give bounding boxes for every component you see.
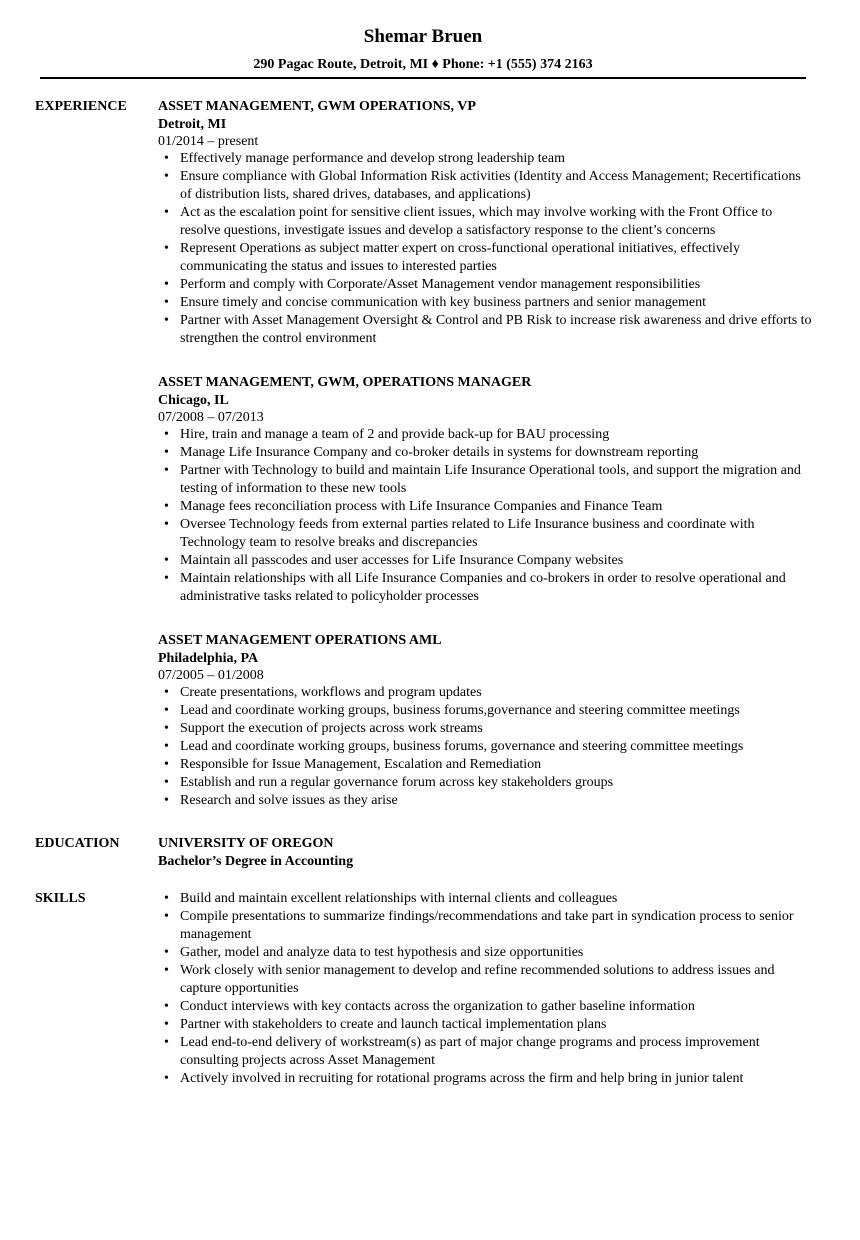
- list-item: • Act as the escalation point for sensitive client issues, which may involve working with the Front Office to resolve questions, investigate issues and develop a satisfactory response to the client’s concerns: [164, 205, 773, 238]
- list-item: • Actively involved in recruiting for rotational programs across the firm and help bring in junior talent: [164, 1071, 744, 1086]
- bullet-icon: •: [164, 999, 169, 1014]
- bullet-icon: •: [164, 963, 169, 978]
- list-item: • Maintain all passcodes and user accesses for Life Insurance Company websites: [164, 553, 624, 568]
- list-item: • Lead end-to-end delivery of workstream(s) as part of major change programs and process improvement consulting projects across Asset Management: [164, 1035, 760, 1068]
- bullet-icon: •: [164, 891, 169, 906]
- list-item: • Lead and coordinate working groups, business forums,governance and steering committee meetings: [164, 703, 740, 718]
- contact-line: 290 Pagac Route, Detroit, MI ♦ Phone: +1 (555) 374 2163: [253, 57, 593, 72]
- bullet-icon: •: [164, 793, 169, 808]
- job-entry: [158, 632, 813, 810]
- experience-content: [158, 98, 813, 810]
- bullet-icon: •: [164, 1071, 169, 1086]
- list-item: • Maintain relationships with all Life Insurance Companies and co-brokers in order to resolve operational and administrative tasks related to policyholder processes: [164, 571, 786, 604]
- list-item: • Gather, model and analyze data to test hypothesis and size opportunities: [164, 945, 584, 960]
- bullet-icon: •: [164, 313, 169, 328]
- bullet-icon: •: [164, 463, 169, 478]
- list-item: • Partner with stakeholders to create and launch tactical implementation plans: [164, 1017, 607, 1032]
- list-item: • Create presentations, workflows and program updates: [164, 685, 482, 700]
- list-item: • Build and maintain excellent relationships with internal clients and colleagues: [164, 891, 618, 906]
- bullet-icon: •: [164, 205, 169, 220]
- list-item: • Ensure timely and concise communication with key business partners and senior management: [164, 295, 707, 310]
- education-label: EDUCATION: [35, 836, 120, 851]
- bullet-icon: •: [164, 1035, 169, 1050]
- list-item: • Hire, train and manage a team of 2 and provide back-up for BAU processing: [164, 427, 610, 442]
- list-item: • Support the execution of projects across work streams: [164, 721, 483, 736]
- bullet-icon: •: [164, 241, 169, 256]
- list-item: • Establish and run a regular governance forum across key stakeholders groups: [164, 775, 614, 790]
- bullet-icon: •: [164, 553, 169, 568]
- list-item: • Represent Operations as subject matter expert on cross-functional operational initiatives, effectively communicating the status and issues to interested parties: [164, 241, 740, 274]
- bullet-icon: •: [164, 445, 169, 460]
- bullet-icon: •: [164, 685, 169, 700]
- education-content: [158, 835, 813, 871]
- job-title: ASSET MANAGEMENT, GWM, OPERATIONS MANAGER: [158, 375, 532, 390]
- list-item: • Partner with Asset Management Oversight & Control and PB Risk to increase risk awareness and drive efforts to strengthen the control environment: [164, 313, 812, 346]
- job-entry: [158, 374, 813, 606]
- header-divider: [40, 77, 806, 79]
- list-item: • Manage fees reconciliation process with Life Insurance Companies and Finance Team: [164, 499, 663, 514]
- bullet-icon: •: [164, 427, 169, 442]
- list-item: • Ensure compliance with Global Information Risk activities (Identity and Access Management; Recertifications of distribution lists, shared drives, databases, and applications): [164, 169, 801, 202]
- job-location: Detroit, MI: [158, 117, 227, 132]
- candidate-name: Shemar Bruen: [363, 26, 483, 47]
- experience-label: EXPERIENCE: [35, 99, 127, 114]
- job-bullets: [158, 684, 813, 810]
- list-item: • Work closely with senior management to develop and refine recommended solutions to address issues and capture opportunities: [164, 963, 775, 996]
- job-location: Philadelphia, PA: [158, 651, 259, 666]
- job-title: ASSET MANAGEMENT OPERATIONS AML: [158, 633, 442, 648]
- job-dates: 07/2005 – 01/2008: [158, 668, 264, 683]
- degree-name: Bachelor’s Degree in Accounting: [158, 854, 354, 869]
- resume-header: [40, 26, 806, 74]
- bullet-icon: •: [164, 277, 169, 292]
- list-item: • Oversee Technology feeds from external parties related to Life Insurance business and coordinate with Technology team to resolve breaks and discrepancies: [164, 517, 755, 550]
- job-title: ASSET MANAGEMENT, GWM OPERATIONS, VP: [158, 99, 476, 114]
- bullet-icon: •: [164, 945, 169, 960]
- bullet-icon: •: [164, 169, 169, 184]
- list-item: • Effectively manage performance and develop strong leadership team: [164, 151, 565, 166]
- bullet-icon: •: [164, 775, 169, 790]
- list-item: • Lead and coordinate working groups, business forums, governance and steering committee meetings: [164, 739, 744, 754]
- bullet-icon: •: [164, 721, 169, 736]
- list-item: • Responsible for Issue Management, Escalation and Remediation: [164, 757, 542, 772]
- list-item: • Compile presentations to summarize findings/recommendations and take part in syndication process to senior management: [164, 909, 794, 942]
- job-bullets: [158, 426, 813, 606]
- bullet-icon: •: [164, 499, 169, 514]
- list-item: • Perform and comply with Corporate/Asset Management vendor management responsibilities: [164, 277, 701, 292]
- bullet-icon: •: [164, 757, 169, 772]
- bullet-icon: •: [164, 295, 169, 310]
- skills-bullets: [158, 890, 813, 1088]
- job-location: Chicago, IL: [158, 393, 229, 408]
- list-item: • Partner with Technology to build and maintain Life Insurance Operational tools, and support the migration and testing of information to these new tools: [164, 463, 801, 496]
- bullet-icon: •: [164, 703, 169, 718]
- skills-content: [158, 890, 813, 1088]
- bullet-icon: •: [164, 739, 169, 754]
- bullet-icon: •: [164, 1017, 169, 1032]
- job-dates: 01/2014 – present: [158, 134, 259, 149]
- bullet-icon: •: [164, 909, 169, 924]
- list-item: • Conduct interviews with key contacts across the organization to gather baseline information: [164, 999, 695, 1014]
- school-name: UNIVERSITY OF OREGON: [158, 836, 334, 851]
- bullet-icon: •: [164, 571, 169, 586]
- skills-label: SKILLS: [35, 891, 86, 906]
- list-item: • Research and solve issues as they arise: [164, 793, 398, 808]
- job-dates: 07/2008 – 07/2013: [158, 410, 264, 425]
- bullet-icon: •: [164, 151, 169, 166]
- list-item: • Manage Life Insurance Company and co-broker details in systems for downstream reporting: [164, 445, 699, 460]
- job-bullets: [158, 150, 813, 348]
- bullet-icon: •: [164, 517, 169, 532]
- job-entry: [158, 98, 813, 348]
